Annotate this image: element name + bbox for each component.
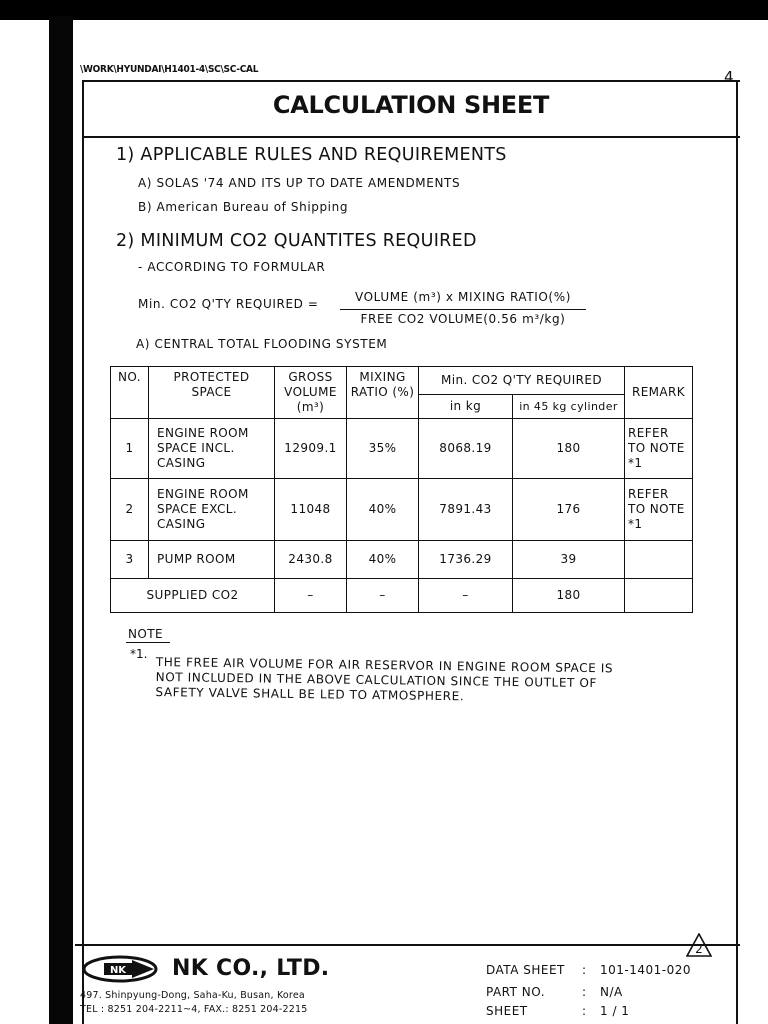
row-volume: 11048 xyxy=(275,479,347,541)
part-no-value: N/A xyxy=(600,985,623,999)
sheet-field xyxy=(486,1004,630,1018)
data-sheet-value: 101-1401-020 xyxy=(600,963,692,977)
row-no: 2 xyxy=(111,479,149,541)
table-row xyxy=(111,479,693,541)
scan-top-border xyxy=(0,0,768,20)
page-number: 4 xyxy=(724,68,734,86)
formula-intro: - ACCORDING TO FORMULAR xyxy=(138,260,326,274)
row-volume: 12909.1 xyxy=(275,419,347,479)
section1-item-b: B) American Bureau of Shipping xyxy=(138,200,349,214)
scan-left-border xyxy=(49,16,73,1024)
note-underline xyxy=(126,642,170,643)
note-text xyxy=(155,655,696,708)
note-marker: *1. xyxy=(130,647,148,661)
fraction-bar xyxy=(340,309,586,310)
supplied-remark xyxy=(625,579,693,613)
row-ratio: 40% xyxy=(347,541,419,579)
supplied-label: SUPPLIED CO2 xyxy=(111,579,275,613)
formula-lhs: Min. CO2 Q'TY REQUIRED = xyxy=(138,297,319,311)
company-contact: TEL : 8251 204-2211~4, FAX.: 8251 204-2215 xyxy=(80,1004,308,1015)
row-kg: 1736.29 xyxy=(419,541,513,579)
row-remark: REFER TO NOTE *1 xyxy=(625,479,693,541)
formula-numerator: VOLUME (m³) x MIXING RATIO(%) xyxy=(354,290,571,304)
row-cylinders: 180 xyxy=(513,419,625,479)
section1-item-a: A) SOLAS '74 AND ITS UP TO DATE AMENDMENTS xyxy=(138,176,461,190)
page-title: CALCULATION SHEET xyxy=(272,91,550,119)
footer-divider xyxy=(75,944,740,946)
header-volume: GROSS VOLUME (m³) xyxy=(275,367,347,419)
row-space: ENGINE ROOM SPACE INCL. CASING xyxy=(149,419,275,479)
header-space: PROTECTED SPACE xyxy=(149,367,275,419)
separator: : xyxy=(582,985,587,999)
header-remark: REMARK xyxy=(625,367,693,419)
company-address: 497. Shinpyung-Dong, Saha-Ku, Busan, Korea xyxy=(80,990,305,1001)
note-label: NOTE xyxy=(128,627,163,641)
revision-number: 2 xyxy=(695,942,703,956)
supplied-kg: – xyxy=(419,579,513,613)
nk-logo-icon xyxy=(80,954,160,984)
header-in-kg: in kg xyxy=(419,395,513,419)
separator: : xyxy=(582,1004,587,1018)
formula-denominator: FREE CO2 VOLUME(0.56 m³/kg) xyxy=(360,312,566,326)
row-no: 1 xyxy=(111,419,149,479)
section1-heading: 1) APPLICABLE RULES AND REQUIREMENTS xyxy=(116,145,507,165)
row-space: PUMP ROOM xyxy=(149,541,275,579)
row-kg: 8068.19 xyxy=(419,419,513,479)
sheet-value: 1 / 1 xyxy=(600,1004,630,1018)
data-sheet-field xyxy=(486,963,692,977)
co2-table xyxy=(110,366,693,613)
table-row xyxy=(111,541,693,579)
sheet-label: SHEET xyxy=(486,1004,528,1018)
row-kg: 7891.43 xyxy=(419,479,513,541)
header-in-cylinder: in 45 kg cylinder xyxy=(513,395,625,419)
logo-text: NK xyxy=(109,965,127,976)
note-line: THE FREE AIR VOLUME FOR AIR RESERVOR IN ENGINE ROOM SPACE IS xyxy=(155,655,614,676)
company-name: NK CO., LTD. xyxy=(172,956,330,981)
row-remark: REFER TO NOTE *1 xyxy=(625,419,693,479)
row-volume: 2430.8 xyxy=(275,541,347,579)
supplied-row xyxy=(111,579,693,613)
row-ratio: 35% xyxy=(347,419,419,479)
header-ratio: MIXING RATIO (%) xyxy=(347,367,419,419)
separator: : xyxy=(582,963,587,977)
system-subheading: A) CENTRAL TOTAL FLOODING SYSTEM xyxy=(136,337,388,351)
row-cylinders: 176 xyxy=(513,479,625,541)
part-no-field xyxy=(486,985,623,999)
row-cylinders: 39 xyxy=(513,541,625,579)
note-line: SAFETY VALVE SHALL BE LED TO ATMOSPHERE. xyxy=(155,684,465,704)
row-ratio: 40% xyxy=(347,479,419,541)
header-min-qty: Min. CO2 Q'TY REQUIRED xyxy=(419,367,625,395)
header-no: NO. xyxy=(111,367,149,419)
note-line: NOT INCLUDED IN THE ABOVE CALCULATION SINCE THE OUTLET OF xyxy=(155,669,598,691)
row-remark xyxy=(625,541,693,579)
data-sheet-label: DATA SHEET xyxy=(486,963,565,977)
supplied-ratio: – xyxy=(347,579,419,613)
table-row xyxy=(111,419,693,479)
supplied-volume: – xyxy=(275,579,347,613)
row-space: ENGINE ROOM SPACE EXCL. CASING xyxy=(149,479,275,541)
file-path: \WORK\HYUNDAI\H1401-4\SC\SC-CAL xyxy=(80,64,259,75)
supplied-cylinders: 180 xyxy=(513,579,625,613)
section2-heading: 2) MINIMUM CO2 QUANTITES REQUIRED xyxy=(116,231,477,251)
row-no: 3 xyxy=(111,541,149,579)
part-no-label: PART NO. xyxy=(486,985,546,999)
